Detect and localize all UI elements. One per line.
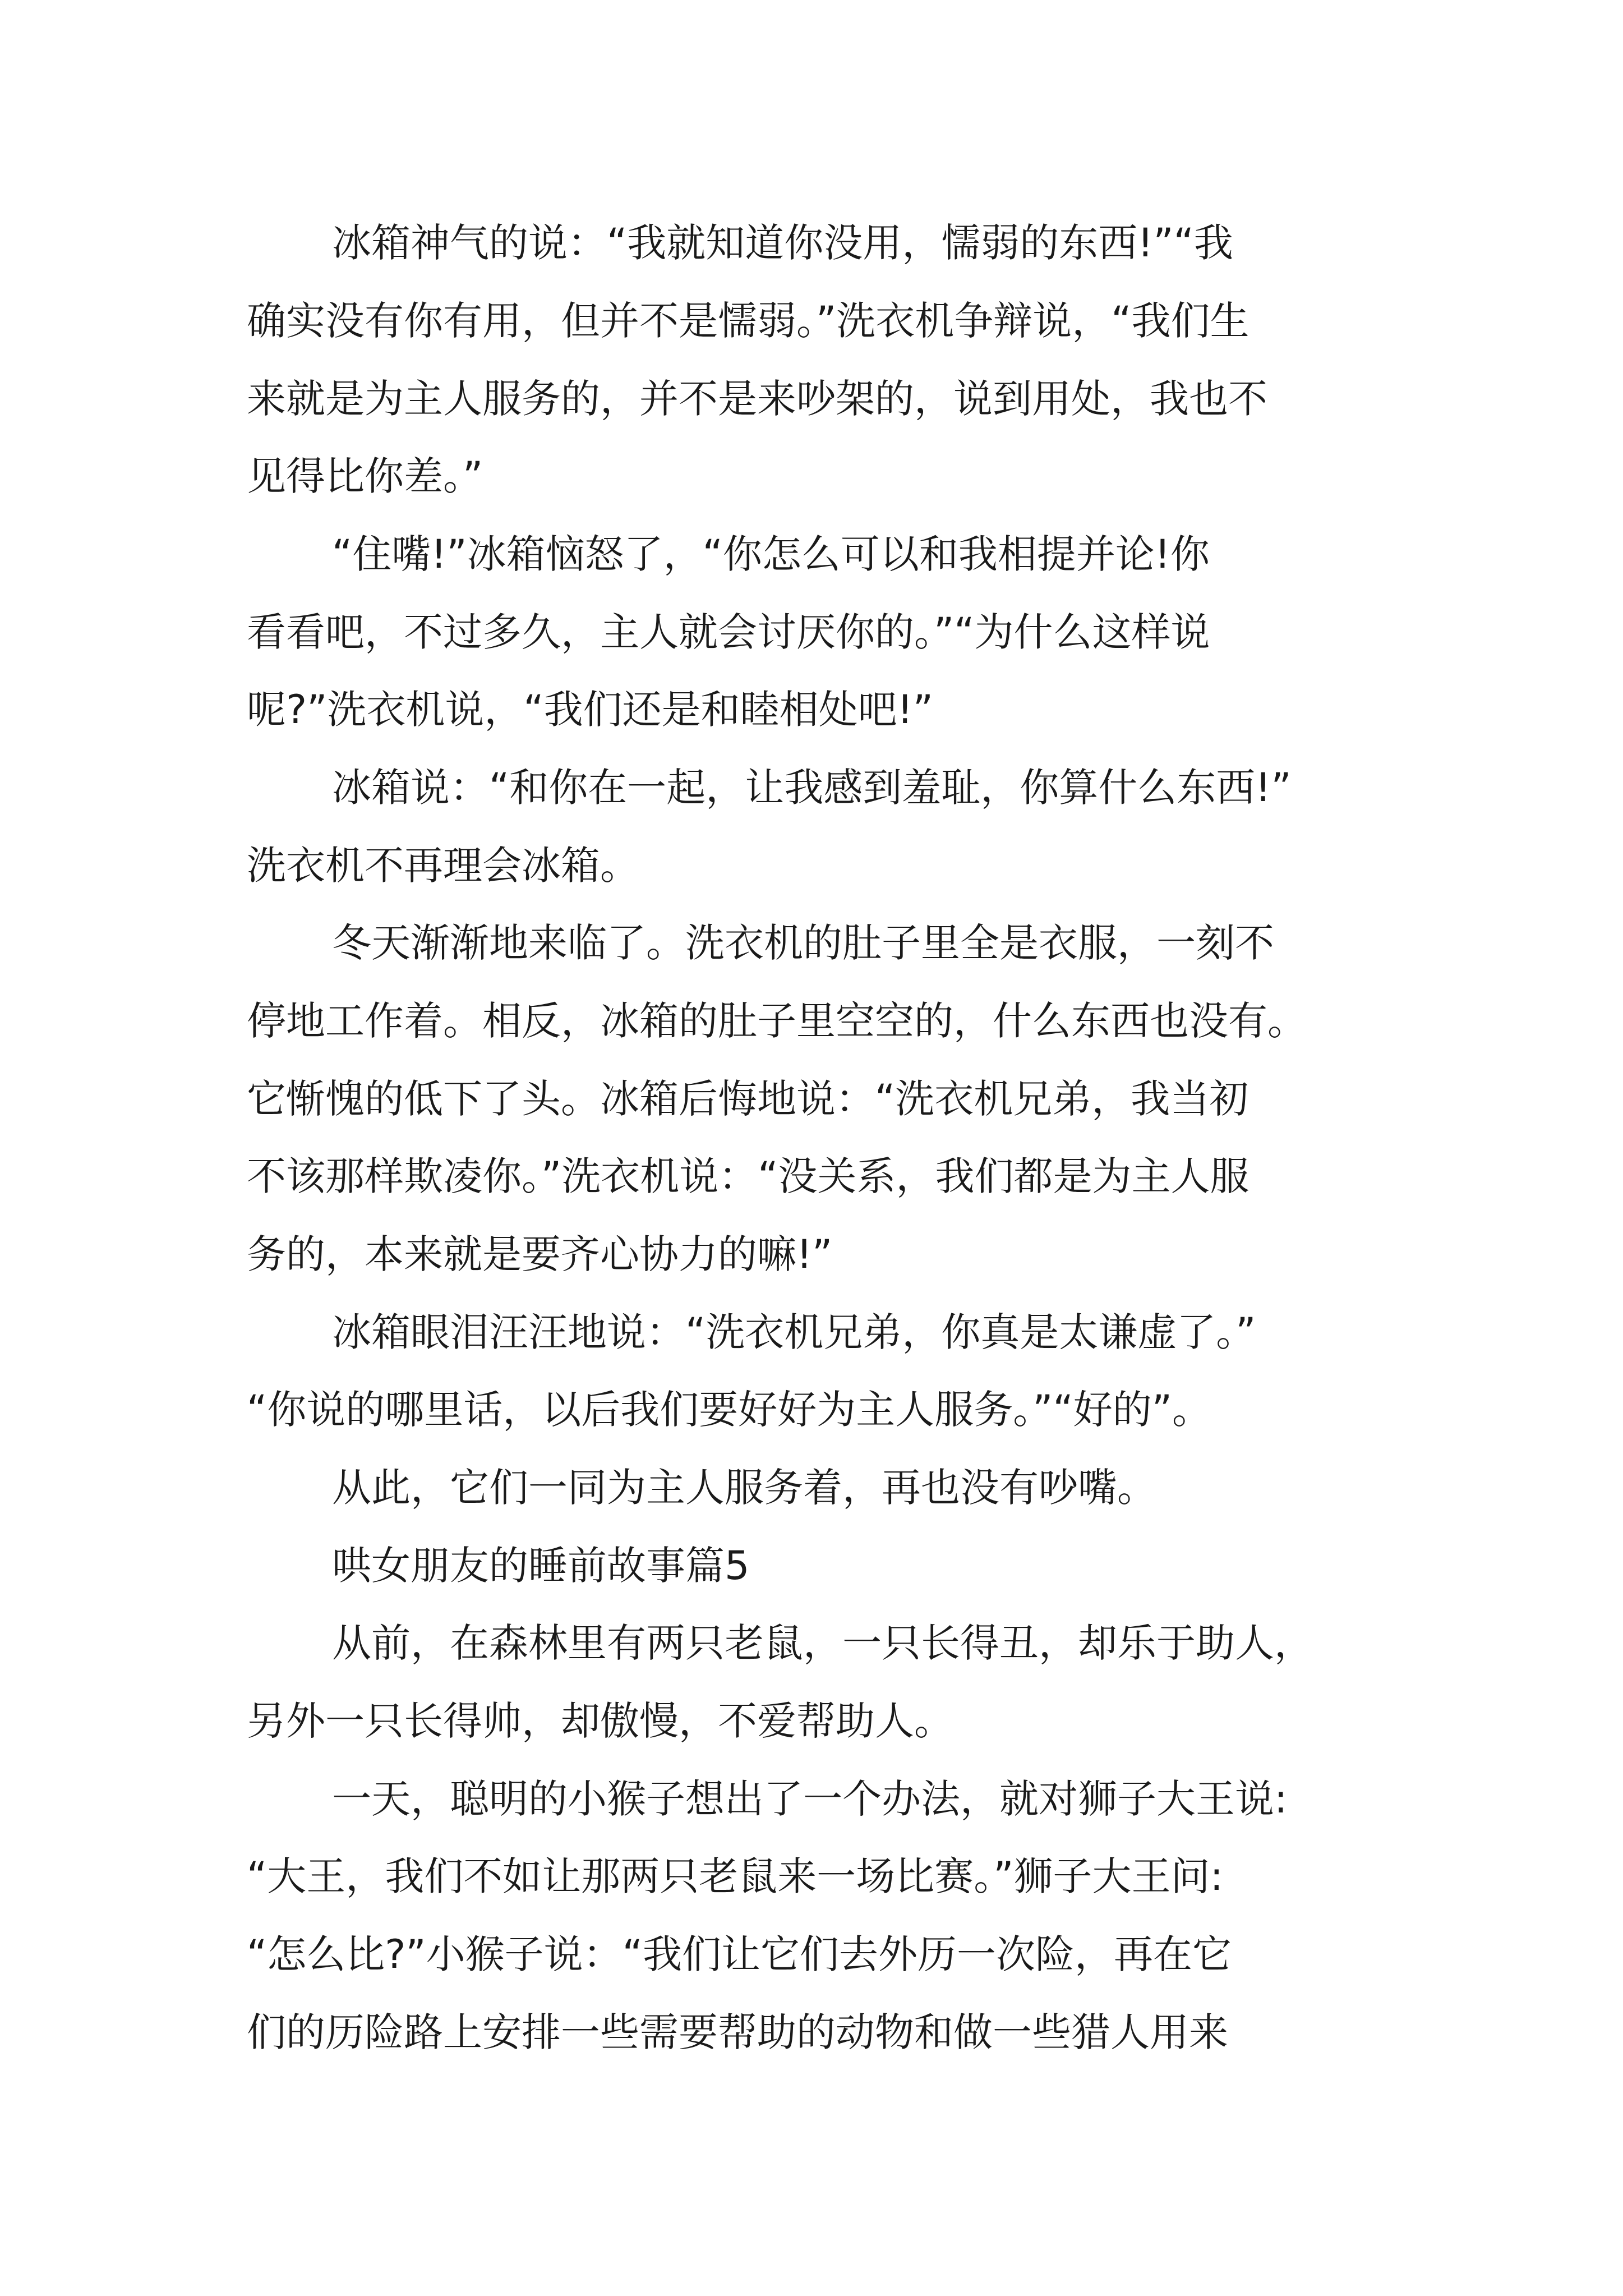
text-line: 见得比你差。”	[247, 453, 483, 499]
text-line: “住嘴!”冰箱恼怒了，“你怎么可以和我相提并论!你	[332, 531, 1210, 577]
text-line: 另外一只长得帅，却傲慢，不爱帮助人。	[247, 1698, 953, 1744]
text-line: “大王，我们不如让那两只老鼠来一场比赛。”狮子大王问:	[247, 1853, 1224, 1899]
text-line: 停地工作着。相反，冰箱的肚子里空空的，什么东西也没有。	[247, 998, 1307, 1044]
text-line: 洗衣机不再理会冰箱。	[247, 843, 639, 889]
text-line: 从此，它们一同为主人服务着，再也没有吵嘴。	[332, 1465, 1156, 1511]
text-line: “你说的哪里话，以后我们要好好为主人服务。”“好的”。	[247, 1387, 1212, 1433]
text-line: 确实没有你有用，但并不是懦弱。”洗衣机争辩说，“我们生	[247, 298, 1249, 344]
text-line: 不该那样欺凌你。”洗衣机说：“没关系，我们都是为主人服	[247, 1153, 1249, 1199]
text-line: 们的历险路上安排一些需要帮助的动物和做一些猎人用来	[247, 2009, 1228, 2055]
text-line: 从前，在森林里有两只老鼠，一只长得丑，却乐于助人，	[332, 1620, 1313, 1666]
text-line: 冰箱眼泪汪汪地说：“洗衣机兄弟，你真是太谦虚了。”	[332, 1309, 1256, 1355]
text-line: 一天，聪明的小猴子想出了一个办法，就对狮子大王说:	[332, 1776, 1288, 1822]
text-line: 看看吧，不过多久，主人就会讨厌你的。”“为什么这样说	[247, 609, 1210, 655]
text-line: 务的，本来就是要齐心协力的嘛!”	[247, 1231, 833, 1277]
text-line: 呢?”洗衣机说，“我们还是和睦相处吧!”	[247, 687, 934, 733]
text-line: 冬天渐渐地来临了。洗衣机的肚子里全是衣服，一刻不	[332, 920, 1274, 966]
text-line: 它惭愧的低下了头。冰箱后悔地说：“洗衣机兄弟，我当初	[247, 1076, 1249, 1122]
text-line: 来就是为主人服务的，并不是来吵架的，说到用处，我也不	[247, 376, 1267, 422]
text-line: 冰箱神气的说：“我就知道你没用，懦弱的东西!”“我	[332, 220, 1233, 266]
text-line: “怎么比?”小猴子说：“我们让它们去外历一次险，再在它	[247, 1931, 1232, 1977]
text-line: 冰箱说：“和你在一起，让我感到羞耻，你算什么东西!”	[332, 765, 1292, 811]
section-heading: 哄女朋友的睡前故事篇5	[332, 1543, 750, 1589]
